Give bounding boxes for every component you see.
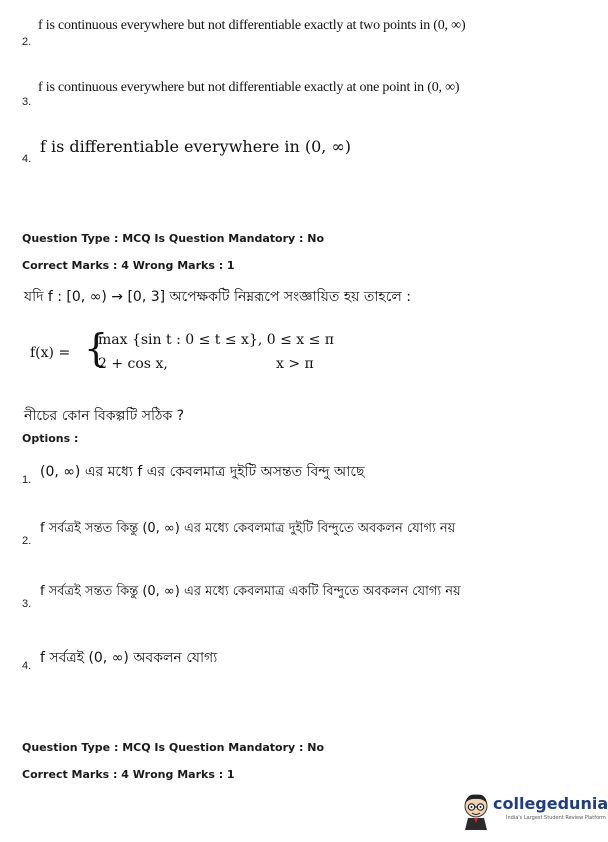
logo-name: collegedunia bbox=[493, 794, 608, 813]
option-4-text[interactable]: f সর্বত্রই (0, ∞) অবকলন যোগ্য bbox=[40, 650, 218, 666]
collegedunia-logo bbox=[460, 790, 608, 836]
prev-option-2-number: 2. bbox=[22, 36, 32, 48]
function-lhs: f(x) = bbox=[30, 345, 71, 361]
case-2-condition: x > π bbox=[276, 356, 314, 372]
case-1-expression: max {sin t : 0 ≤ t ≤ x}, 0 ≤ x ≤ π bbox=[98, 332, 335, 348]
next-question-marks-line: Correct Marks : 4 Wrong Marks : 1 bbox=[22, 768, 235, 781]
question-type-line: Question Type : MCQ Is Question Mandatory : No bbox=[22, 232, 325, 245]
logo-tagline: India's Largest Student Review Platform bbox=[506, 815, 606, 821]
option-2-text[interactable]: f সর্বত্রই সন্তত কিন্তু (0, ∞) এর মধ্যে কেবলমাত্র দুইটি বিন্দুতে অবকলন যোগ্য নয় bbox=[40, 521, 456, 536]
prev-option-3-number: 3. bbox=[22, 96, 32, 108]
next-question-type-line: Question Type : MCQ Is Question Mandatory : No bbox=[22, 741, 325, 754]
prev-option-4-number: 4. bbox=[22, 153, 32, 165]
prev-option-4-text: f is differentiable everywhere in (0, ∞) bbox=[40, 137, 352, 156]
question-marks-line: Correct Marks : 4 Wrong Marks : 1 bbox=[22, 259, 235, 272]
option-4-number: 4. bbox=[22, 660, 32, 672]
question-stem: যদি f : [0, ∞) → [0, 3] অপেক্ষকটি নিম্নরূপে সংজ্ঞায়িত হয় তাহলে : bbox=[24, 289, 412, 305]
prev-option-2-text: f is continuous everywhere but not differentiable exactly at two points in (0, ∞) bbox=[38, 18, 466, 33]
option-3-text[interactable]: f সর্বত্রই সন্তত কিন্তু (0, ∞) এর মধ্যে কেবলমাত্র একটি বিন্দুতে অবকলন যোগ্য নয় bbox=[40, 584, 461, 599]
case-2-expression: 2 + cos x, bbox=[98, 356, 168, 372]
option-1-number: 1. bbox=[22, 474, 32, 486]
options-label: Options : bbox=[22, 432, 79, 445]
question-prompt: নীচের কোন বিকল্পটি সঠিক ? bbox=[24, 408, 185, 424]
piecewise-brace: { bbox=[84, 326, 109, 370]
mascot-icon bbox=[460, 792, 492, 832]
prev-option-3-text: f is continuous everywhere but not differentiable exactly at one point in (0, ∞) bbox=[38, 80, 460, 95]
option-3-number: 3. bbox=[22, 598, 32, 610]
option-1-text[interactable]: (0, ∞) এর মধ্যে f এর কেবলমাত্র দুইটি অসন্তত বিন্দু আছে bbox=[40, 464, 365, 480]
option-2-number: 2. bbox=[22, 535, 32, 547]
